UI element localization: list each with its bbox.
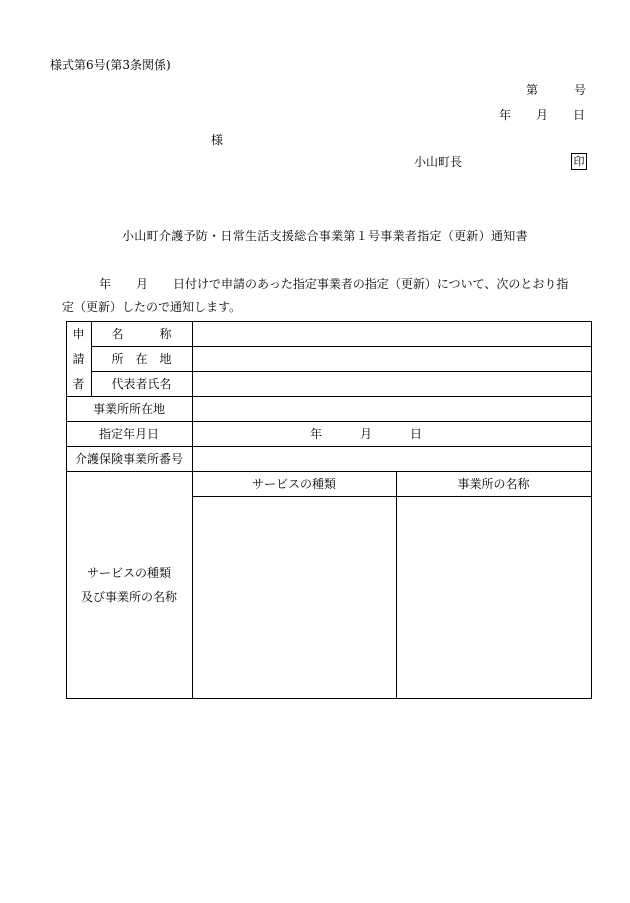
applicant-char-3: 者 bbox=[72, 377, 85, 391]
body-month: 月 bbox=[136, 277, 149, 291]
body-line-2: 定（更新）したので通知します。 bbox=[62, 300, 242, 314]
recipient-suffix: 様 bbox=[211, 133, 224, 147]
issue-date-year: 年 bbox=[499, 108, 512, 122]
services-label-line-2: 及び事業所の名称 bbox=[80, 590, 177, 604]
applicant-char-2: 請 bbox=[72, 352, 85, 366]
form-number: 様式第6号(第3条関係) bbox=[50, 58, 171, 72]
seal-stamp: 印 bbox=[571, 153, 587, 170]
services-label-line-1: サービスの種類 bbox=[86, 566, 171, 580]
office-name-header: 事業所の名称 bbox=[457, 477, 530, 491]
designation-date-day: 日 bbox=[410, 427, 423, 441]
issue-date-day: 日 bbox=[573, 108, 586, 122]
name-label: 名 称 bbox=[111, 327, 172, 341]
office-address-label: 事業所所在地 bbox=[92, 402, 165, 416]
insurance-number-label: 介護保険事業所番号 bbox=[74, 452, 183, 466]
doc-number-prefix: 第 bbox=[526, 83, 539, 97]
applicant-char-1: 申 bbox=[72, 327, 85, 341]
representative-label: 代表者氏名 bbox=[111, 377, 172, 391]
body-year: 年 bbox=[99, 277, 112, 291]
doc-number-suffix: 号 bbox=[574, 83, 587, 97]
designation-date-label: 指定年月日 bbox=[98, 427, 159, 441]
document-title: 小山町介護予防・日常生活支援総合事業第１号事業者指定（更新）通知書 bbox=[122, 229, 528, 243]
issue-date-month: 月 bbox=[536, 108, 549, 122]
service-type-header: サービスの種類 bbox=[251, 477, 336, 491]
designation-date-year: 年 bbox=[310, 427, 323, 441]
designation-date-month: 月 bbox=[360, 427, 373, 441]
address-label: 所 在 地 bbox=[111, 352, 172, 366]
body-line1-text: 日付けで申請のあった指定事業者の指定（更新）について、次のとおり指 bbox=[173, 277, 569, 291]
issuer-name: 小山町長 bbox=[414, 155, 463, 169]
